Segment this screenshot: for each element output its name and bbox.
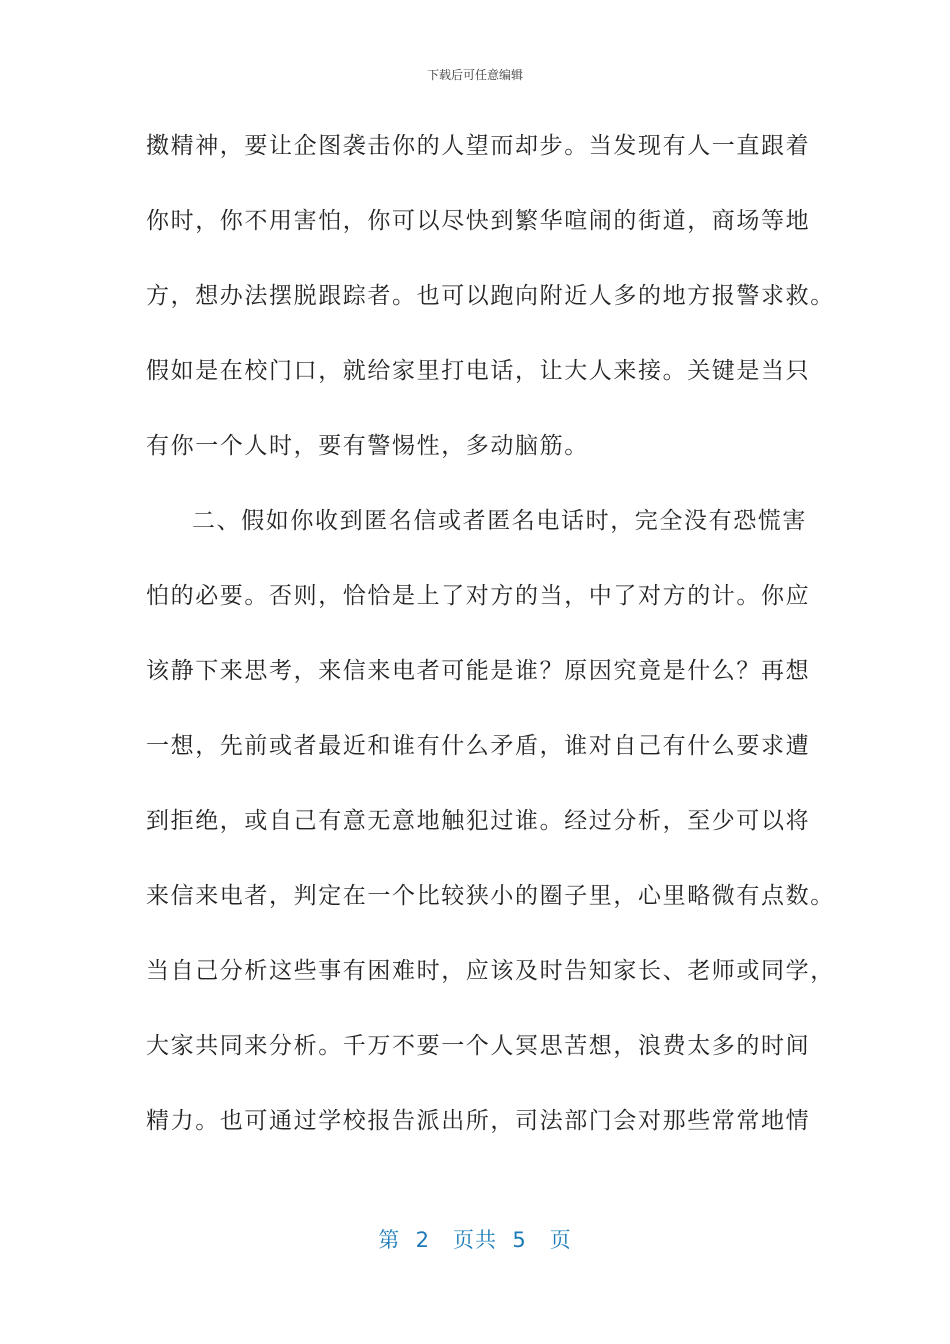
text-line: 精力。也可通过学校报告派出所，司法部门会对那些常常地情 [146,1108,811,1134]
text-line: 当自己分析这些事有困难时，应该及时告知家长、老师或同学， [146,958,835,984]
text-line: 来信来电者，判定在一个比较狭小的圈子里，心里略微有点数。 [146,883,835,909]
text-line: 方，想办法摆脱跟踪者。也可以跑向附近人多的地方报警求救。 [146,283,835,309]
text-line: 擞精神，要让企图袭击你的人望而却步。当发现有人一直跟着 [146,133,811,159]
page-number-footer: 第 2 页共 5 页 [378,1228,572,1252]
text-line: 大家共同来分析。千万不要一个人冥思苦想，浪费太多的时间 [146,1033,811,1059]
text-line: 怕的必要。否则，恰恰是上了对方的当，中了对方的计。你应 [146,583,811,609]
text-line: 假如是在校门口，就给家里打电话，让大人来接。关键是当只 [146,358,811,384]
text-line: 二、假如你收到匿名信或者匿名电话时，完全没有恐慌害 [192,508,807,534]
text-line: 该静下来思考，来信来电者可能是谁？原因究竟是什么？再想 [146,658,811,684]
text-line: 到拒绝，或自己有意无意地触犯过谁。经过分析，至少可以将 [146,808,811,834]
text-line: 你时，你不用害怕，你可以尽快到繁华喧闹的街道，商场等地 [146,208,811,234]
text-line: 有你一个人时，要有警惕性，多动脑筋。 [146,433,589,459]
text-line: 一想，先前或者最近和谁有什么矛盾，谁对自己有什么要求遭 [146,733,811,759]
page-header-note: 下载后可任意编辑 [426,68,523,82]
document-body [146,126,835,1176]
